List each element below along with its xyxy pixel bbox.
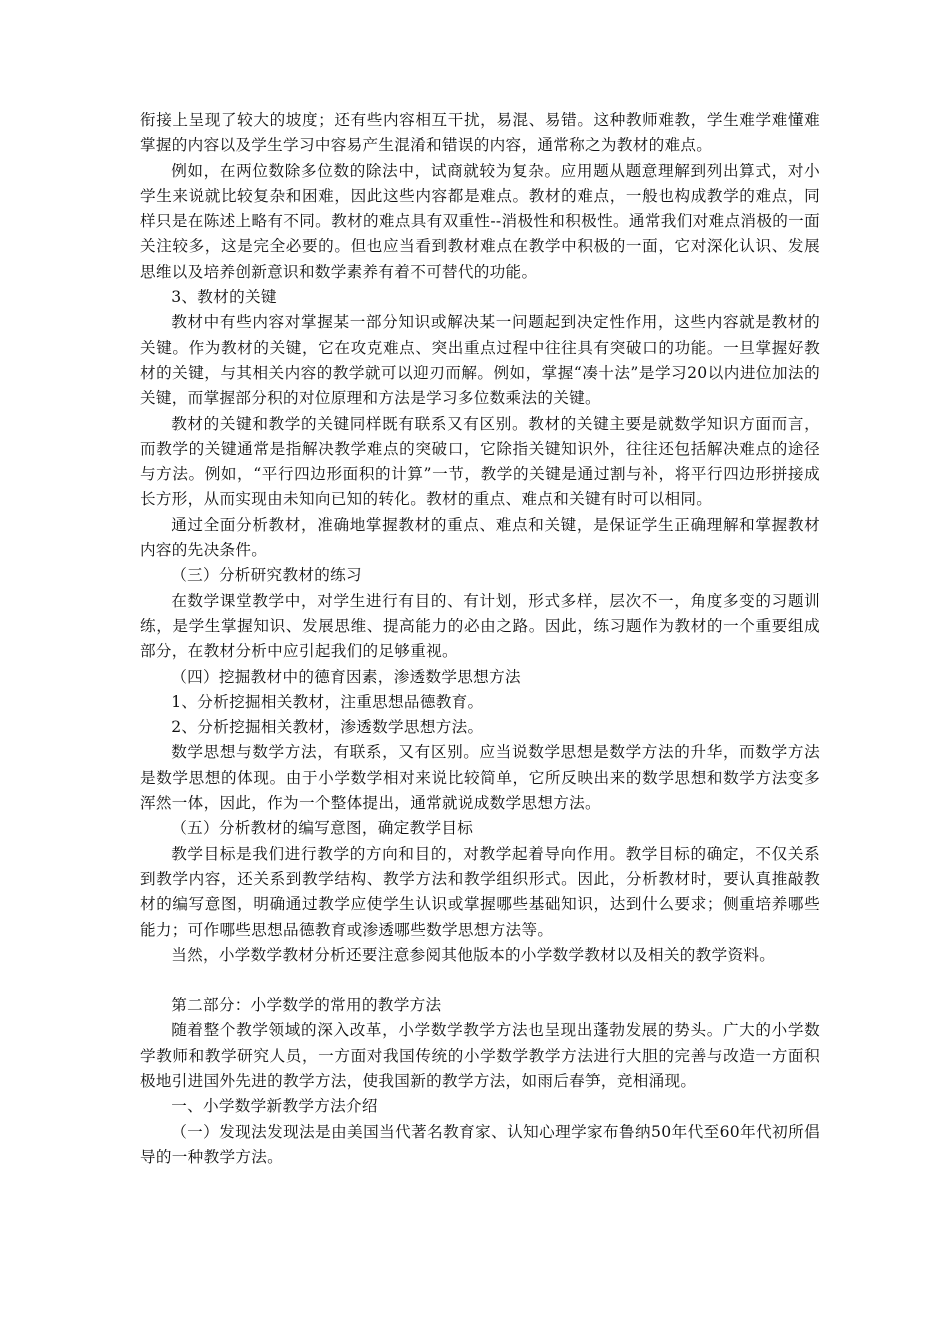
heading-section-three: （三）分析研究教材的练习 bbox=[171, 566, 362, 585]
paragraph-key-summary: 通过全面分析教材，准确地掌握教材的重点、难点和关键，是保证学生正确理解和掌握教材内容的先决条件。 bbox=[140, 515, 820, 560]
paragraph-exercises: 在数学课堂教学中，对学生进行有目的、有计划，形式多样，层次不一，角度多变的习题训练，是学生掌握知识、发展思维、提高能力的必由之路。因此，练习题作为教材的一个重要组成部分，在教材分析中应引起我们的足够重视。 bbox=[140, 591, 820, 661]
heading-part-two: 第二部分：小学数学的常用的教学方法 bbox=[171, 996, 442, 1015]
paragraph-continuation: 衔接上呈现了较大的坡度；还有些内容相互干扰，易混、易错。这种教师难教，学生难学难懂难掌握的内容以及学生学习中容易产生混淆和错误的内容，通常称之为教材的难点。 bbox=[140, 111, 820, 155]
paragraph-key-definition: 教材中有些内容对掌握某一部分知识或解决某一问题起到决定性作用，这些内容就是教材的关键。作为教材的关键，它在攻克难点、突出重点过程中往往具有突破口的功能。一旦掌握好教材的关键，与其相关内容的教学就可以迎刃而解。例如，掌握“凑十法”是学习20以内进位加法的关键，而掌握部分积的对位原理和方法是学习多位数乘法的关键。 bbox=[140, 313, 820, 408]
heading-textbook-key: 3、教材的关键 bbox=[171, 288, 277, 307]
heading-section-five: （五）分析教材的编写意图，确定教学目标 bbox=[171, 819, 474, 838]
list-item-math-thinking: 2、分析挖掘相关教材，渗透数学思想方法。 bbox=[171, 718, 484, 737]
paragraph-discovery-method: （一）发现法发现法是由美国当代著名教育家、认知心理学家布鲁纳50年代至60年代初所倡导的一种教学方法。 bbox=[140, 1122, 820, 1166]
heading-section-four: （四）挖掘教材中的德育因素，渗透数学思想方法 bbox=[171, 667, 521, 686]
heading-new-methods: 一、小学数学新教学方法介绍 bbox=[171, 1097, 378, 1116]
list-item-moral-education: 1、分析挖掘相关教材，注重思想品德教育。 bbox=[171, 692, 484, 711]
paragraph-other-materials: 当然，小学数学教材分析还要注意参阅其他版本的小学数学教材以及相关的教学资料。 bbox=[171, 945, 776, 964]
paragraph-teaching-goals: 教学目标是我们进行教学的方向和目的，对教学起着导向作用。教学目标的确定，不仅关系到教学内容，还关系到教学结构、教学方法和教学组织形式。因此，分析教材时，要认真推敲教材的编写意图，明确通过教学应使学生认识或掌握哪些基础知识，达到什么要求；侧重培养哪些能力；可作哪些思想品德教育或渗透哪些数学思想方法等。 bbox=[140, 844, 820, 939]
paragraph-spacer bbox=[140, 968, 820, 993]
paragraph-math-thinking: 数学思想与数学方法，有联系，又有区别。应当说数学思想是数学方法的升华，而数学方法是数学思想的体现。由于小学数学相对来说比较简单，它所反映出来的数学思想和数学方法变多浑然一体，因此，作为一个整体提出，通常就说成数学思想方法。 bbox=[140, 743, 820, 813]
document-body bbox=[140, 108, 820, 1170]
paragraph-example-difficulty: 例如，在两位数除多位数的除法中，试商就较为复杂。应用题从题意理解到列出算式，对小学生来说就比较复杂和困难，因此这些内容都是难点。教材的难点，一般也构成教学的难点，同样只是在陈述上略有不同。教材的难点具有双重性--消极性和积极性。通常我们对难点消极的一面关注较多，这是完全必要的。但也应当看到教材难点在教学中积极的一面，它对深化认识、发展思维以及培养创新意识和数学素养有着不可替代的功能。 bbox=[140, 161, 820, 281]
paragraph-key-relation: 教材的关键和教学的关键同样既有联系又有区别。教材的关键主要是就数学知识方面而言，而教学的关键通常是指解决教学难点的突破口，它除指关键知识外，往往还包括解决难点的途径与方法。例如，“平行四边形面积的计算”一节，教学的关键是通过割与补，将平行四边形拼接成长方形，从而实现由未知向已知的转化。教材的重点、难点和关键有时可以相同。 bbox=[140, 414, 820, 509]
paragraph-methods-intro: 随着整个教学领域的深入改革，小学数学教学方法也呈现出蓬勃发展的势头。广大的小学数学教师和教学研究人员，一方面对我国传统的小学数学教学方法进行大胆的完善与改造一方面积极地引进国外先进的教学方法，使我国新的教学方法，如雨后春笋，竞相涌现。 bbox=[140, 1021, 820, 1090]
